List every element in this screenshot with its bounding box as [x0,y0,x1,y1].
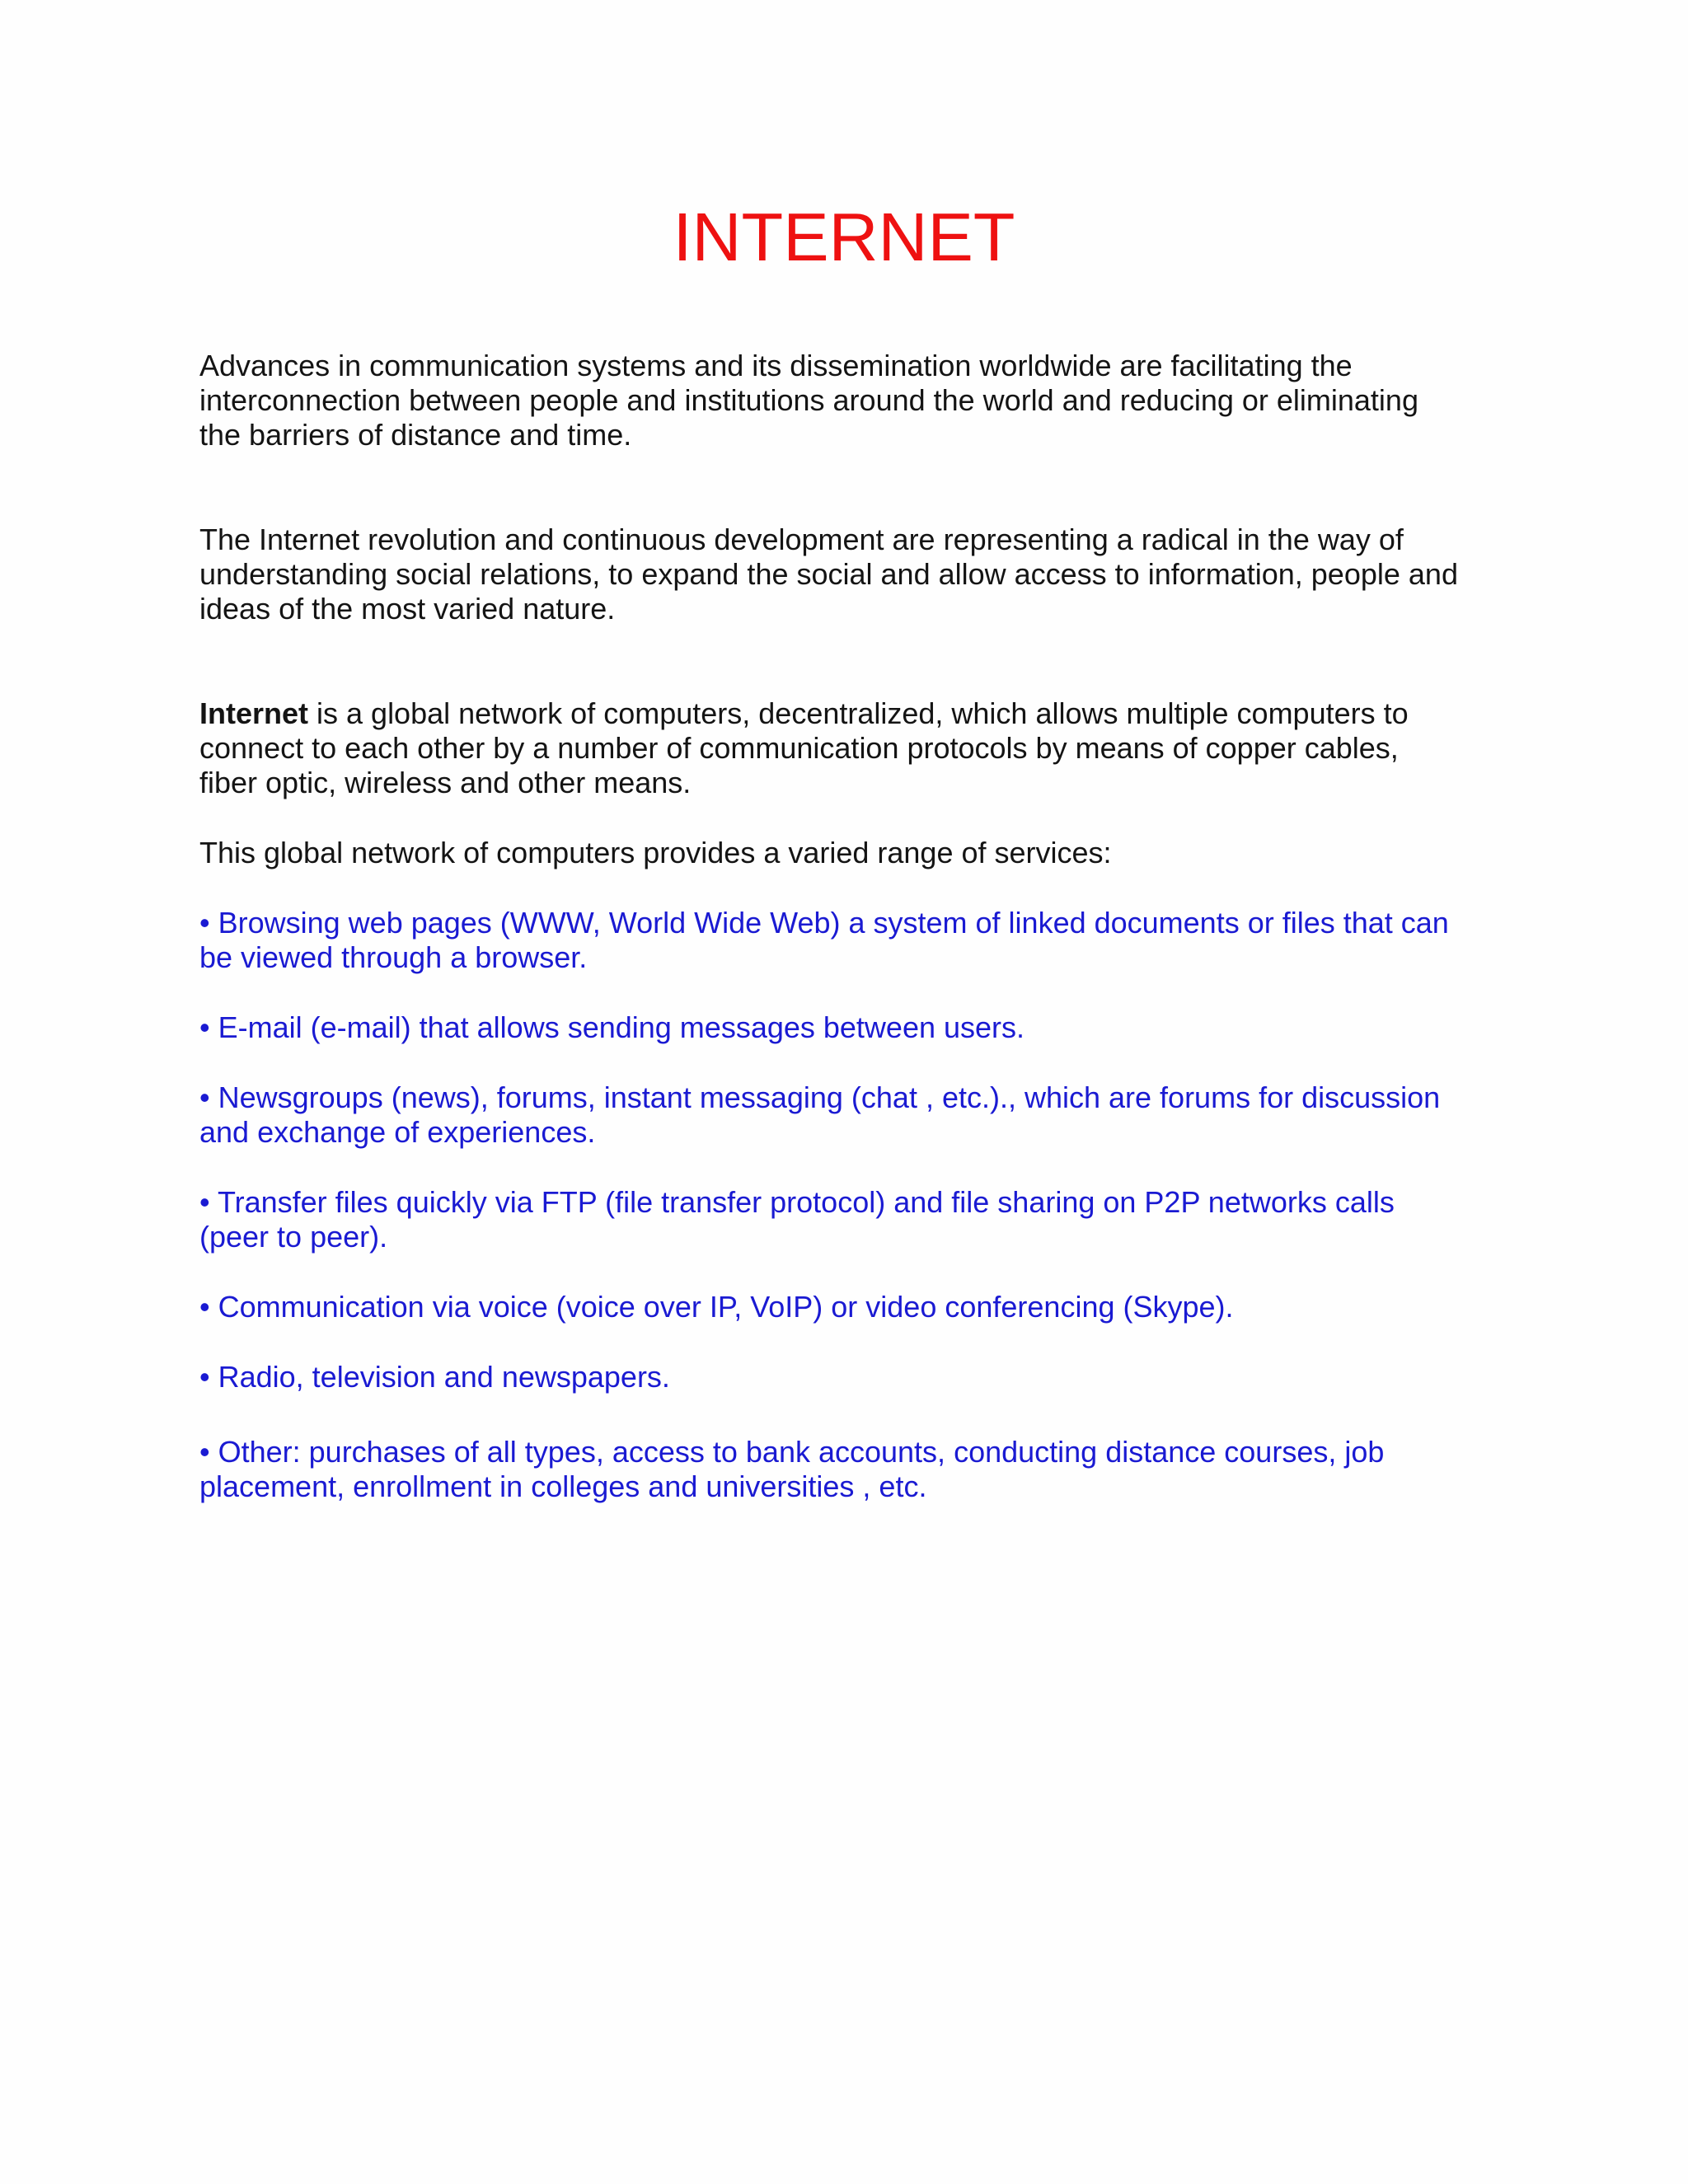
definition-term: Internet [199,696,309,730]
service-item-voice: • Communication via voice (voice over IP, VoIP) or video conferencing (Skype). [199,1290,1234,1324]
definition-paragraph [199,696,1535,800]
service-item-file-transfer: • Transfer files quickly via FTP (file transfer protocol) and file sharing on P2P networks calls (peer to peer). [199,1185,1395,1254]
definition-text: is a global network of computers, decentralized, which allows multiple computers to connect to each other by a number of communication protocols by means of copper cables, fiber optic, wireless and other means. [199,696,1409,799]
revolution-paragraph: The Internet revolution and continuous development are representing a radical in the way of understanding social relations, to expand the social and allow access to information, people and ideas of the most varied nature. [199,523,1458,626]
service-item-email: • E-mail (e-mail) that allows sending messages between users. [199,1010,1025,1044]
intro-paragraph: Advances in communication systems and its dissemination worldwide are facilitating the interconnection between people and institutions around the world and reducing or eliminating the barriers of distance and time. [199,349,1418,452]
services-intro: This global network of computers provides a varied range of services: [199,836,1112,869]
page-title: INTERNET [673,199,1015,275]
service-item-newsgroups: • Newsgroups (news), forums, instant messaging (chat , etc.)., which are forums for discussion and exchange of experiences. [199,1080,1441,1149]
service-item-other: • Other: purchases of all types, access to bank accounts, conducting distance courses, job placement, enrollment in colleges and universities , etc. [199,1435,1385,1503]
service-item-media: • Radio, television and newspapers. [199,1360,670,1394]
service-item-browsing: • Browsing web pages (WWW, World Wide Web) a system of linked documents or files that can be viewed through a browser. [199,906,1449,974]
